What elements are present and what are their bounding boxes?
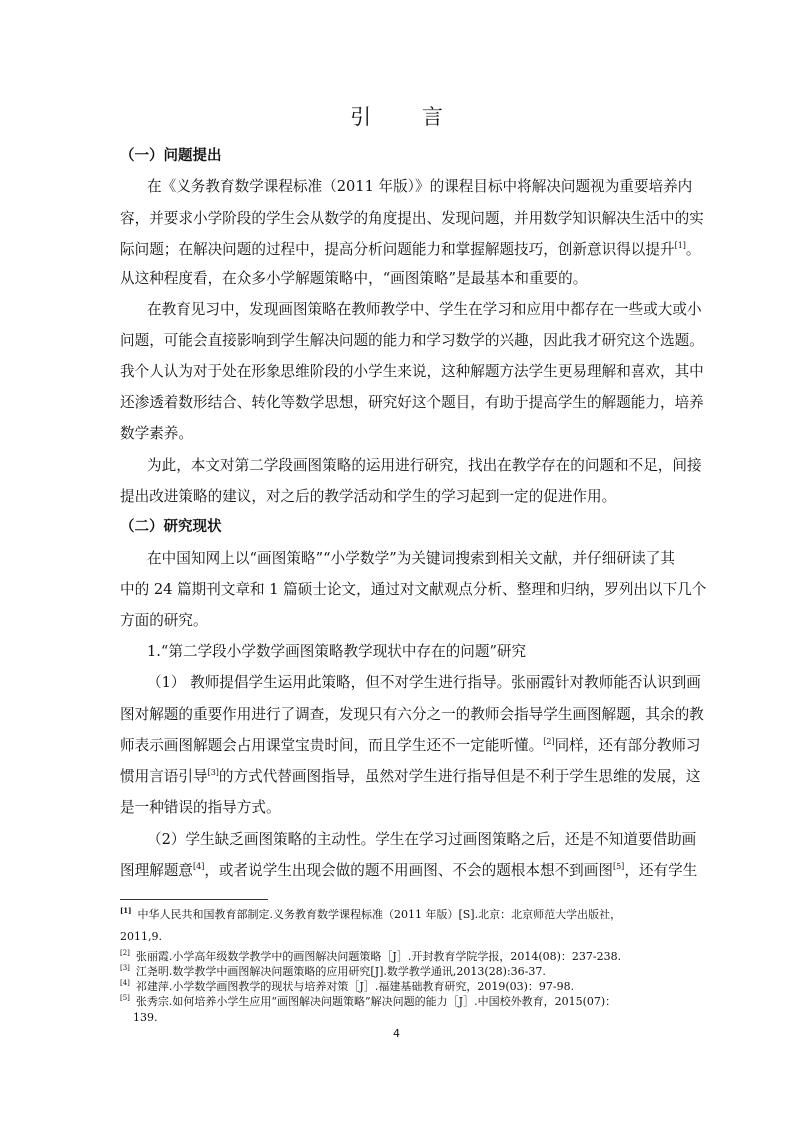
subsection-heading: 1.“第二学段小学数学画图策略教学现状中存在的问题”研究 bbox=[147, 643, 527, 660]
footnote-text: 中华人民共和国教育部制定.义务教育数学课程标准（2011 年版）[S].北京：北京师范大学出版社， bbox=[137, 908, 622, 921]
paragraph-text: 际问题；在解决问题的过程中，提高分析问题能力和掌握解题技巧，创新意识得以提升 bbox=[120, 241, 675, 258]
paragraph-line bbox=[120, 240, 701, 260]
paragraph-line bbox=[120, 861, 698, 881]
footnote-1-continued: 2011,9. bbox=[120, 930, 162, 943]
paragraph-line: （2）学生缺乏画图策略的主动性。学生在学习过画图策略之后，还是不知道要借助画 bbox=[147, 831, 697, 848]
footnote-mark: [5] bbox=[120, 994, 130, 1003]
paragraph-line: 在《义务教育数学课程标准（2011 年版）》的课程目标中将解决问题视为重要培养内 bbox=[147, 178, 693, 195]
footnote-3 bbox=[120, 965, 680, 979]
paragraph-line bbox=[120, 767, 701, 787]
citation-ref: [2] bbox=[543, 737, 555, 747]
paragraph-line: 提出改进策略的建议，对之后的教学活动和学生的学习起到一定的促进作用。 bbox=[120, 488, 617, 505]
footnote-divider bbox=[120, 899, 268, 900]
paragraph-text: 惯用言语引导 bbox=[120, 768, 208, 785]
footnote-5 bbox=[120, 995, 680, 1009]
citation-ref: [4] bbox=[192, 862, 205, 872]
paragraph-text: ，还有学生 bbox=[624, 862, 698, 879]
paragraph-line: 还渗透着数形结合、转化等数学思想，研究好这个题目，有助于提高学生的解题能力，培养 bbox=[120, 394, 704, 411]
paragraph-line: 从这种程度看，在众多小学解题策略中，“画图策略”是最基本和重要的。 bbox=[120, 270, 588, 287]
paragraph-line: 问题，可能会直接影响到学生解决问题的能力和学习数学的兴趣，因此我才研究这个选题。 bbox=[120, 332, 704, 349]
paragraph-line: 图对解题的重要作用进行了调查，发现只有六分之一的教师会指导学生画图解题，其余的教 bbox=[120, 706, 704, 723]
footnote-text: 江尧明.数学教学中画图解决问题策略的应用研究[J].数学教学通讯,2013(28):36-37. bbox=[135, 965, 546, 978]
paragraph-line: 在中国知网上以“画图策略”“小学数学”为关键词搜索到相关文献，并仔细研读了其 bbox=[147, 550, 675, 567]
paragraph-line: 是一种错误的指导方式。 bbox=[120, 799, 281, 816]
page-title: 引 言 bbox=[350, 105, 465, 129]
section-heading-problem: （一）问题提出 bbox=[120, 148, 222, 164]
paragraph-text: 图理解题意 bbox=[120, 862, 193, 879]
section-heading-research-status: （二）研究现状 bbox=[120, 519, 222, 535]
paragraph-text: 同样，还有部分教师习 bbox=[554, 737, 701, 754]
paragraph-text: 的方式代替画图指导，虽然对学生进行指导但是不利于学生思维的发展，这 bbox=[218, 768, 701, 785]
page-number: 4 bbox=[393, 1027, 400, 1040]
paragraph-line: 在教育见习中，发现画图策略在教师教学中、学生在学习和应用中都存在一些或大或小 bbox=[147, 301, 702, 318]
footnote-text: 祁建萍.小学数学画图教学的现状与培养对策［J］.福建基础教育研究，2019(03)：97-98. bbox=[135, 980, 575, 993]
paragraph-line bbox=[120, 736, 701, 756]
footnote-text: 张秀宗.如何培养小学生应用“画图解决问题策略”解决问题的能力［J］.中国校外教育，2015(07)： bbox=[135, 995, 617, 1008]
paragraph-text: ，或者说学生出现会做的题不用画图、不会的题根本想不到画图 bbox=[204, 862, 613, 879]
paragraph-line: 容，并要求小学阶段的学生会从数学的角度提出、发现问题，并用数学知识解决生活中的实 bbox=[120, 210, 704, 227]
footnote-mark: [3] bbox=[120, 964, 130, 973]
footnote-1 bbox=[120, 908, 680, 922]
citation-ref: [5] bbox=[612, 862, 625, 872]
paragraph-line: 我个人认为对于处在形象思维阶段的小学生来说，这种解题方法学生更易理解和喜欢，其中 bbox=[120, 363, 704, 380]
paragraph-text: 师表示画图解题会占用课堂宝贵时间，而且学生还不一定能听懂。 bbox=[120, 737, 544, 754]
citation-ref: [1] bbox=[674, 241, 686, 251]
footnote-mark: [2] bbox=[120, 949, 130, 958]
paragraph-line: 为此，本文对第二学段画图策略的运用进行研究，找出在教学存在的问题和不足，间接 bbox=[147, 457, 702, 474]
paragraph-line: （1） 教师提倡学生运用此策略，但不对学生进行指导。张丽霞针对教师能否认识到画 bbox=[147, 674, 701, 691]
footnote-2 bbox=[120, 950, 680, 964]
citation-ref: [3] bbox=[207, 768, 219, 778]
footnote-mark: [4] bbox=[120, 979, 130, 988]
paragraph-text: 。 bbox=[685, 241, 701, 258]
footnote-5-continued: 139. bbox=[133, 1011, 158, 1024]
footnote-text: 张丽霞.小学高年级数学教学中的画图解决问题策略［J］.开封教育学院学报，2014(08)：237-238. bbox=[135, 950, 622, 963]
paragraph-line: 方面的研究。 bbox=[120, 612, 208, 629]
footnote-mark: [1] bbox=[120, 906, 132, 916]
footnote-4 bbox=[120, 980, 680, 994]
paragraph-line: 数学素养。 bbox=[120, 425, 193, 442]
paragraph-line: 中的 24 篇期刊文章和 1 篇硕士论文，通过对文献观点分析、整理和归纳，罗列出以下几个 bbox=[120, 581, 707, 598]
